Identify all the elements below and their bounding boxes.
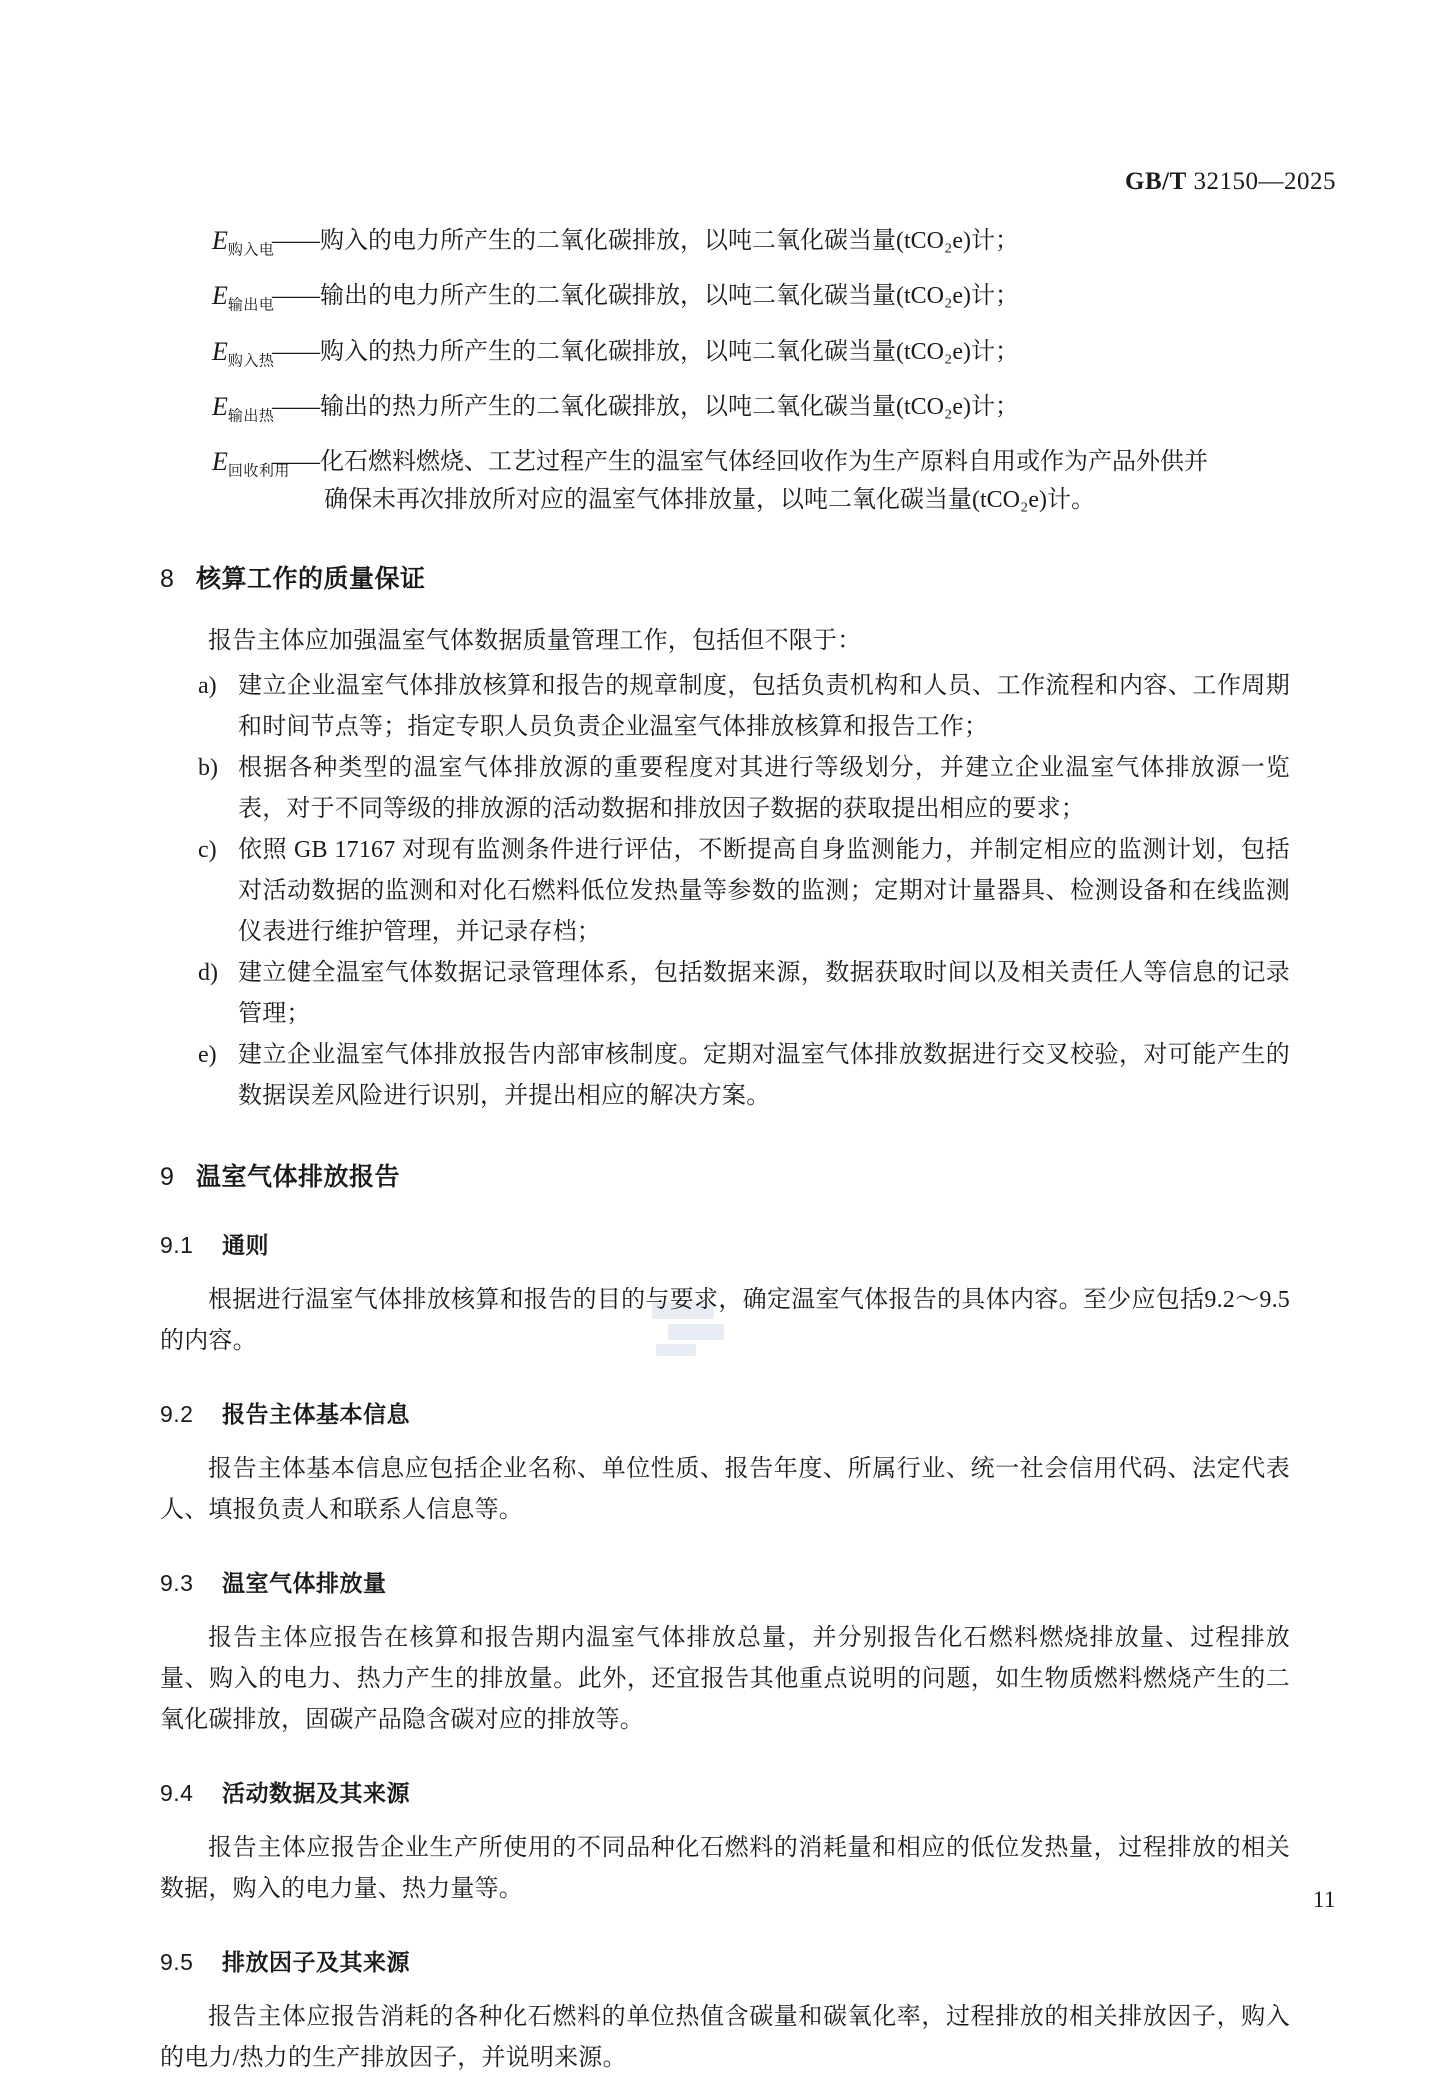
page-header [1125,168,1336,196]
list-item-marker: d) [198,960,218,986]
standard-number: 32150—2025 [1193,168,1336,195]
symbol-label [160,333,275,380]
list-item [160,1035,1290,1117]
subclause-9-5-number: 9.5 [160,1949,194,1975]
subclause-9-1-title: 通则 [222,1232,269,1258]
symbol-label [160,388,275,435]
page-content [160,222,1290,2083]
symbol-base: E [212,447,228,476]
list-item-text: 建立企业温室气体排放报告内部审核制度。定期对温室气体排放数据进行交叉校验，对可能产生的数据误差风险进行识别，并提出相应的解决方案。 [238,1042,1290,1109]
subclause-9-3-paragraph: 报告主体应报告在核算和报告期内温室气体排放总量，并分别报告化石燃料燃烧排放量、过程排放量、购入的电力、热力产生的排放量。此外，还宜报告其他重点说明的问题，如生物质燃料燃烧产生的二氧化碳排放，固碳产品隐含碳对应的排放等。 [160,1625,1290,1733]
list-item-marker: a) [198,673,217,699]
symbol-base: E [212,281,228,311]
symbol-description: ——购入的热力所产生的二氧化碳排放，以吨二氧化碳当量(tCO₂e)计； [272,338,1020,365]
list-item-text: 建立企业温室气体排放核算和报告的规章制度，包括负责机构和人员、工作流程和内容、工作周期和时间节点等；指定专职人员负责企业温室气体排放核算和报告工作； [238,673,1290,740]
subclause-9-4-heading [160,1775,1290,1808]
symbol-definition-row [160,333,1290,380]
symbol-subscript: 购入热 [227,351,275,369]
subclause-9-3-heading [160,1565,1290,1598]
symbol-description: ——输出的电力所产生的二氧化碳排放，以吨二氧化碳当量(tCO₂e)计； [272,283,1020,310]
list-item-marker: c) [198,837,217,863]
symbol-definition-row [160,388,1290,435]
page-number: 11 [1312,1887,1336,1912]
subclause-9-1-paragraph: 根据进行温室气体排放核算和报告的目的与要求，确定温室气体报告的具体内容。至少应包括9.2～9.5 的内容。 [160,1287,1290,1354]
symbol-definition-row [160,443,1290,519]
subclause-9-2-number: 9.2 [160,1401,194,1427]
list-item [160,830,1290,953]
list-item-marker: b) [198,755,218,781]
list-item [160,748,1290,830]
subclause-9-2-heading [160,1396,1290,1429]
subclause-9-4-paragraph: 报告主体应报告企业生产所使用的不同品种化石燃料的消耗量和相应的低位发热量，过程排放的相关数据，购入的电力量、热力量等。 [160,1835,1290,1902]
symbol-subscript: 输出电 [227,296,275,314]
standard-code: GB/T [1125,168,1187,195]
list-item-text: 根据各种类型的温室气体排放源的重要程度对其进行等级划分，并建立企业温室气体排放源一览表，对于不同等级的排放源的活动数据和排放因子数据的获取提出相应的要求； [238,755,1290,822]
subclause-9-4-title: 活动数据及其来源 [222,1780,410,1806]
symbol-description-line2: 确保未再次排放所对应的温室气体排放量，以吨二氧化碳当量(tCO₂e)计。 [324,487,1096,513]
subclause-9-2-title: 报告主体基本信息 [222,1401,410,1427]
clause-9-title: 温室气体排放报告 [196,1163,401,1191]
clause-8-number: 8 [160,565,175,593]
symbol-subscript: 回收利用 [227,462,290,480]
list-item-text: 依照 GB 17167 对现有监测条件进行评估，不断提高自身监测能力，并制定相应的监测计划，包括对活动数据的监测和对化石燃料低位发热量等参数的监测；定期对计量器具、检测设备和在线监测仪表进行维护管理，并记录存档； [238,837,1290,945]
clause-8-heading [160,559,1290,595]
subclause-9-3-title: 温室气体排放量 [222,1570,387,1596]
symbol-subscript: 输出热 [227,407,275,424]
list-item [160,666,1290,748]
subclause-9-5-title: 排放因子及其来源 [222,1949,410,1975]
symbol-base: E [212,226,228,255]
subclause-9-4-number: 9.4 [160,1780,194,1806]
list-item-text: 建立健全温室气体数据记录管理体系，包括数据来源，数据获取时间以及相关责任人等信息的记录管理； [238,960,1290,1027]
subclause-9-5-heading [160,1944,1290,1977]
list-item [160,953,1290,1035]
symbol-description [272,443,1290,519]
symbol-description: ——输出的热力所产生的二氧化碳排放，以吨二氧化碳当量(tCO₂e)计； [272,393,1020,420]
symbol-definition-row [160,277,1290,324]
clause-8-intro: 报告主体应加强温室气体数据质量管理工作，包括但不限于： [208,628,862,654]
symbol-label [160,222,275,269]
subclause-9-1-heading [160,1227,1290,1260]
subclause-9-3-number: 9.3 [160,1570,194,1596]
subclause-9-2-paragraph: 报告主体基本信息应包括企业名称、单位性质、报告年度、所属行业、统一社会信用代码、法定代表人、填报负责人和联系人信息等。 [160,1456,1290,1523]
clause-9-number: 9 [160,1163,175,1191]
clause-8-list [160,666,1290,1117]
symbol-definition-row [160,222,1290,269]
subclause-9-5-paragraph: 报告主体应报告消耗的各种化石燃料的单位热值含碳量和碳氧化率，过程排放的相关排放因子，购入的电力/热力的生产排放因子，并说明来源。 [160,2004,1290,2071]
symbol-label [160,277,275,324]
symbol-description-line1: ——化石燃料燃烧、工艺过程产生的温室气体经回收作为生产原料自用或作为产品外供并 [272,449,1208,475]
symbol-description: ——购入的电力所产生的二氧化碳排放，以吨二氧化碳当量(tCO₂e)计； [272,228,1020,254]
symbol-base: E [212,391,228,421]
symbol-subscript: 购入电 [227,241,275,259]
clause-8-title: 核算工作的质量保证 [196,565,426,593]
symbol-base: E [212,336,228,366]
subclause-9-1-number: 9.1 [160,1232,194,1258]
list-item-marker: e) [198,1042,217,1068]
symbol-label [160,443,290,490]
symbol-definition-list [160,222,1290,519]
clause-9-heading [160,1157,1290,1193]
